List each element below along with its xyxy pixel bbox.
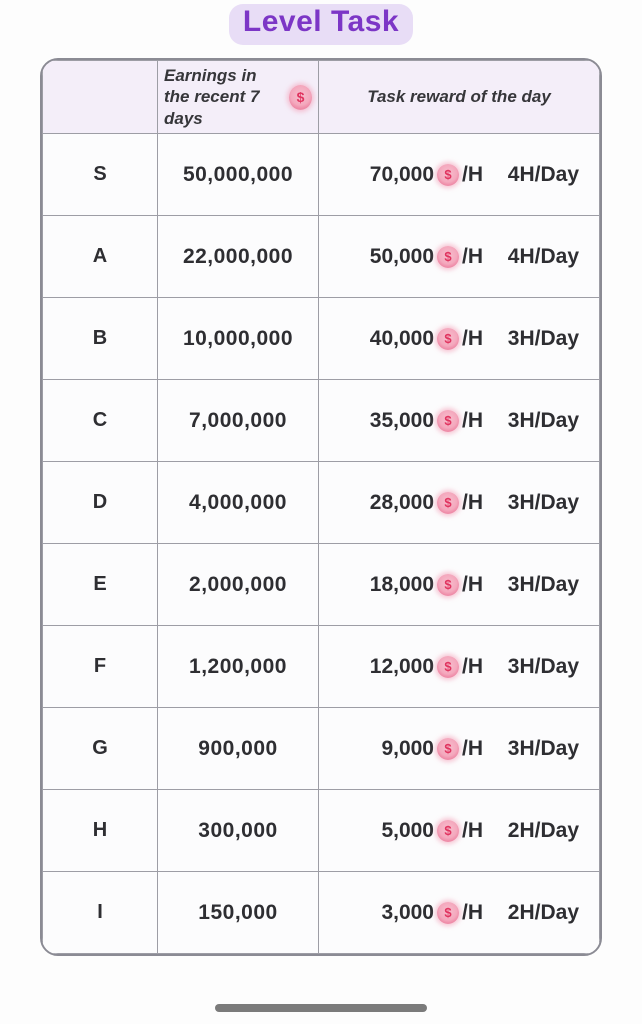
reward-daily-limit: 4H/Day <box>507 244 579 268</box>
level-cell: C <box>43 380 158 462</box>
reward-cell <box>319 544 600 626</box>
reward-daily-limit: 3H/Day <box>507 572 579 596</box>
reward-rate-value: 28,000 <box>369 490 434 514</box>
reward-cell <box>319 216 600 298</box>
table-row <box>43 216 600 298</box>
reward-daily-limit: 2H/Day <box>507 900 579 924</box>
reward-rate-value: 70,000 <box>369 162 434 186</box>
level-cell: H <box>43 790 158 872</box>
coin-icon: $ <box>437 410 459 432</box>
header-earnings-label: Earnings in the recent 7 days <box>164 66 260 128</box>
reward-per-hour-label: /H <box>462 408 483 432</box>
reward-per-hour-label: /H <box>462 736 483 760</box>
reward-per-hour-label: /H <box>462 326 483 350</box>
coin-icon: $ <box>437 902 459 924</box>
reward-rate-value: 50,000 <box>369 244 434 268</box>
earnings-cell: 7,000,000 <box>158 380 319 462</box>
reward-rate-value: 3,000 <box>381 900 434 924</box>
reward-cell <box>319 134 600 216</box>
level-cell: G <box>43 708 158 790</box>
level-cell: S <box>43 134 158 216</box>
reward-rate-value: 9,000 <box>381 736 434 760</box>
reward-rate-value: 40,000 <box>369 326 434 350</box>
reward-daily-limit: 3H/Day <box>507 408 579 432</box>
header-reward-cell: Task reward of the day <box>319 61 600 134</box>
earnings-cell: 900,000 <box>158 708 319 790</box>
earnings-cell: 2,000,000 <box>158 544 319 626</box>
table-row <box>43 626 600 708</box>
earnings-cell: 300,000 <box>158 790 319 872</box>
earnings-cell: 4,000,000 <box>158 462 319 544</box>
coin-icon: $ <box>437 738 459 760</box>
header-earnings-cell <box>158 61 319 134</box>
reward-cell <box>319 626 600 708</box>
reward-daily-limit: 3H/Day <box>507 326 579 350</box>
title-highlight-pill <box>229 4 413 45</box>
earnings-cell: 22,000,000 <box>158 216 319 298</box>
table-row <box>43 872 600 954</box>
table-row <box>43 134 600 216</box>
coin-icon: $ <box>437 574 459 596</box>
earnings-cell: 1,200,000 <box>158 626 319 708</box>
coin-icon: $ <box>437 820 459 842</box>
coin-icon: $ <box>437 164 459 186</box>
table-row <box>43 380 600 462</box>
reward-daily-limit: 3H/Day <box>507 736 579 760</box>
home-indicator-bar[interactable] <box>215 1004 427 1012</box>
level-cell: F <box>43 626 158 708</box>
coin-icon: $ <box>437 492 459 514</box>
reward-rate-value: 35,000 <box>369 408 434 432</box>
page-header <box>0 4 642 45</box>
reward-rate-value: 18,000 <box>369 572 434 596</box>
header-level-cell <box>43 61 158 134</box>
reward-cell <box>319 462 600 544</box>
reward-per-hour-label: /H <box>462 654 483 678</box>
table-row <box>43 790 600 872</box>
level-task-table <box>40 58 602 956</box>
reward-per-hour-label: /H <box>462 244 483 268</box>
reward-rate-value: 12,000 <box>369 654 434 678</box>
table-row <box>43 544 600 626</box>
reward-per-hour-label: /H <box>462 900 483 924</box>
coin-icon: $ <box>289 85 312 110</box>
reward-per-hour-label: /H <box>462 162 483 186</box>
earnings-cell: 50,000,000 <box>158 134 319 216</box>
level-cell: A <box>43 216 158 298</box>
table-body <box>43 134 600 954</box>
level-cell: I <box>43 872 158 954</box>
coin-icon: $ <box>437 328 459 350</box>
reward-daily-limit: 3H/Day <box>507 490 579 514</box>
reward-cell <box>319 708 600 790</box>
page-title: Level Task <box>242 5 400 38</box>
reward-cell <box>319 380 600 462</box>
reward-daily-limit: 3H/Day <box>507 654 579 678</box>
table-row <box>43 708 600 790</box>
earnings-cell: 150,000 <box>158 872 319 954</box>
reward-per-hour-label: /H <box>462 572 483 596</box>
reward-cell <box>319 790 600 872</box>
reward-daily-limit: 2H/Day <box>507 818 579 842</box>
reward-cell <box>319 872 600 954</box>
level-cell: B <box>43 298 158 380</box>
level-cell: E <box>43 544 158 626</box>
coin-icon: $ <box>437 656 459 678</box>
reward-per-hour-label: /H <box>462 490 483 514</box>
reward-per-hour-label: /H <box>462 818 483 842</box>
earnings-cell: 10,000,000 <box>158 298 319 380</box>
reward-daily-limit: 4H/Day <box>507 162 579 186</box>
reward-rate-value: 5,000 <box>381 818 434 842</box>
table-header-row <box>43 61 600 134</box>
table-row <box>43 298 600 380</box>
table-row <box>43 462 600 544</box>
coin-icon: $ <box>437 246 459 268</box>
level-cell: D <box>43 462 158 544</box>
reward-cell <box>319 298 600 380</box>
